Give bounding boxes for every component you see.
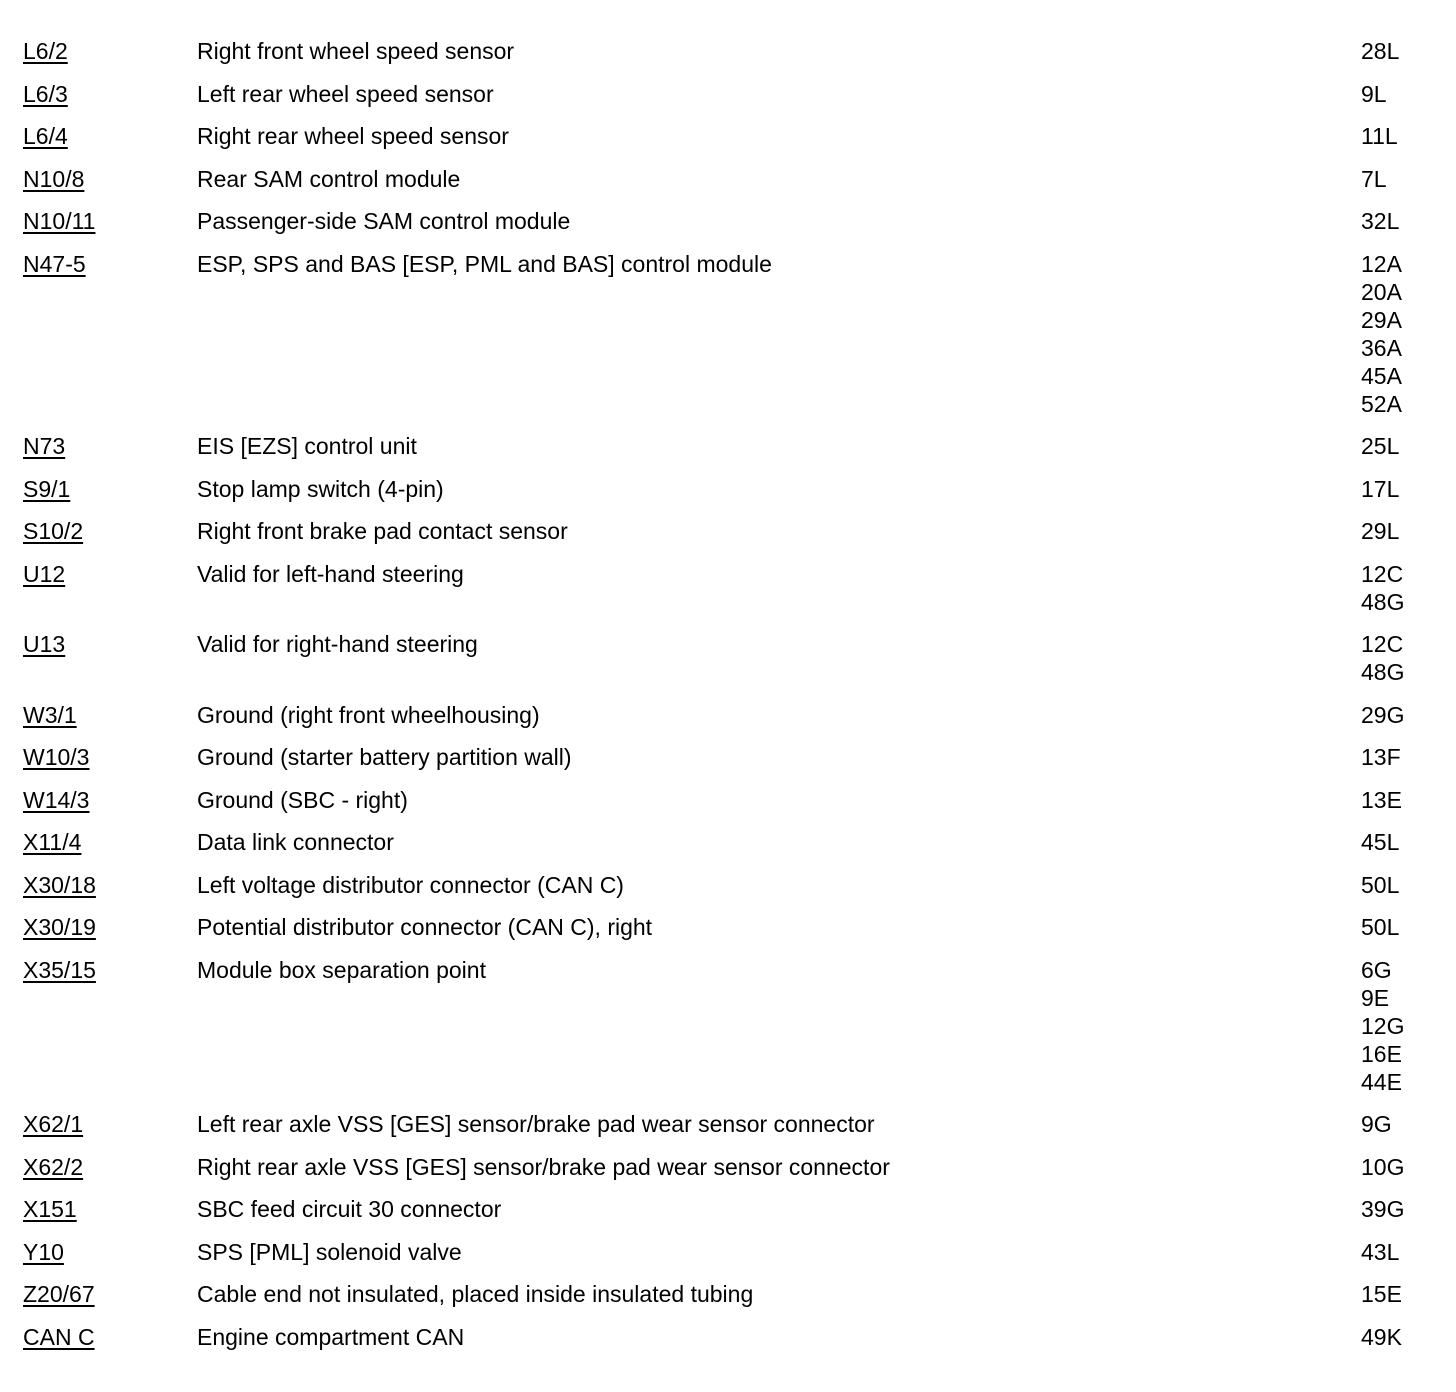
component-code-link[interactable]: W3/1 <box>23 701 77 728</box>
grid-location: 45A <box>1361 362 1402 389</box>
grid-locations <box>1361 122 1423 150</box>
component-description: Ground (SBC - right) <box>197 786 408 813</box>
grid-locations <box>1361 1280 1423 1308</box>
legend-row <box>23 1238 1423 1266</box>
component-code-link[interactable]: L6/2 <box>23 38 68 64</box>
grid-location: 13E <box>1361 786 1402 813</box>
grid-location: 29A <box>1361 306 1402 333</box>
grid-location: 49K <box>1361 1323 1402 1350</box>
legend-row <box>23 475 1423 503</box>
legend-row <box>23 122 1423 150</box>
legend-row <box>23 1280 1423 1308</box>
grid-locations <box>1361 956 1423 1096</box>
grid-location: 29G <box>1361 701 1405 728</box>
component-description: Valid for right-hand steering <box>197 631 478 657</box>
legend-row <box>23 517 1423 545</box>
grid-location: 20A <box>1361 278 1402 305</box>
component-code-link[interactable]: CAN C <box>23 1323 95 1350</box>
legend-row <box>23 786 1423 814</box>
grid-location: 43L <box>1361 1238 1400 1265</box>
grid-locations <box>1361 828 1423 856</box>
legend-row <box>23 207 1423 235</box>
component-code-link[interactable]: W10/3 <box>23 744 90 770</box>
legend-row <box>23 956 1423 1096</box>
component-code-link[interactable]: X35/15 <box>23 956 96 983</box>
grid-location: 48G <box>1361 659 1405 685</box>
grid-locations <box>1361 560 1423 616</box>
component-code-link[interactable]: L6/4 <box>23 123 68 149</box>
component-description: Stop lamp switch (4-pin) <box>197 475 444 502</box>
legend-row <box>23 1195 1423 1223</box>
grid-location: 12G <box>1361 1012 1405 1039</box>
component-description: Ground (starter battery partition wall) <box>197 744 572 770</box>
legend-row <box>23 37 1423 65</box>
component-code-link[interactable]: Y10 <box>23 1238 64 1265</box>
component-code-link[interactable]: S9/1 <box>23 475 71 502</box>
grid-location: 29L <box>1361 518 1400 544</box>
grid-locations <box>1361 913 1423 941</box>
legend-row <box>23 1110 1423 1138</box>
grid-location: 39G <box>1361 1196 1405 1222</box>
component-code-link[interactable]: X30/19 <box>23 914 96 940</box>
grid-location: 12C <box>1361 631 1404 657</box>
component-code-link[interactable]: U13 <box>23 631 66 657</box>
grid-location: 9E <box>1361 984 1390 1011</box>
component-description: Right front brake pad contact sensor <box>197 518 568 544</box>
legend-row <box>23 80 1423 108</box>
component-description: Right front wheel speed sensor <box>197 38 515 64</box>
grid-location: 25L <box>1361 433 1400 459</box>
grid-location: 15E <box>1361 1281 1402 1307</box>
grid-locations <box>1361 1153 1423 1181</box>
grid-locations <box>1361 1195 1423 1223</box>
grid-locations <box>1361 250 1423 418</box>
component-code-link[interactable]: X30/18 <box>23 871 96 898</box>
grid-location: 52A <box>1361 390 1402 417</box>
component-description: Left rear wheel speed sensor <box>197 80 494 107</box>
grid-locations <box>1361 165 1423 193</box>
component-code-link[interactable]: L6/3 <box>23 80 68 107</box>
component-code-link[interactable]: N10/11 <box>23 208 96 234</box>
legend-row <box>23 165 1423 193</box>
legend-row <box>23 560 1423 616</box>
component-code-link[interactable]: U12 <box>23 560 66 587</box>
grid-location: 28L <box>1361 38 1400 64</box>
component-description: Right rear axle VSS [GES] sensor/brake pad wear sensor connector <box>197 1153 890 1180</box>
grid-locations <box>1361 1238 1423 1266</box>
grid-location: 13F <box>1361 744 1401 770</box>
grid-location: 9L <box>1361 80 1387 107</box>
grid-locations <box>1361 475 1423 503</box>
grid-location: 32L <box>1361 208 1400 234</box>
grid-location: 17L <box>1361 475 1400 502</box>
grid-location: 12A <box>1361 250 1402 277</box>
grid-locations <box>1361 786 1423 814</box>
grid-location: 7L <box>1361 165 1387 192</box>
component-description: Valid for left-hand steering <box>197 560 464 587</box>
grid-location: 45L <box>1361 829 1400 855</box>
component-code-link[interactable]: S10/2 <box>23 518 84 544</box>
legend-row <box>23 913 1423 941</box>
component-description: SPS [PML] solenoid valve <box>197 1238 462 1265</box>
legend-row <box>23 250 1423 418</box>
component-code-link[interactable]: Z20/67 <box>23 1281 95 1307</box>
grid-locations <box>1361 207 1423 235</box>
grid-location: 6G <box>1361 956 1392 983</box>
grid-location: 36A <box>1361 334 1402 361</box>
component-description: Passenger-side SAM control module <box>197 208 571 234</box>
component-description: Cable end not insulated, placed inside insulated tubing <box>197 1281 754 1307</box>
grid-locations <box>1361 743 1423 771</box>
grid-locations <box>1361 37 1423 65</box>
grid-location: 12C <box>1361 560 1404 587</box>
component-code-link[interactable]: N47-5 <box>23 250 86 277</box>
grid-locations <box>1361 871 1423 899</box>
grid-locations <box>1361 1110 1423 1138</box>
component-code-link[interactable]: W14/3 <box>23 786 90 813</box>
component-description: Engine compartment CAN <box>197 1323 465 1350</box>
component-code-link[interactable]: X62/2 <box>23 1153 84 1180</box>
grid-location: 50L <box>1361 871 1400 898</box>
component-description: Ground (right front wheelhousing) <box>197 701 540 728</box>
component-code-link[interactable]: N10/8 <box>23 165 85 192</box>
component-code-link[interactable]: X11/4 <box>23 829 82 855</box>
grid-location: 44E <box>1361 1068 1402 1095</box>
component-description: Right rear wheel speed sensor <box>197 123 509 149</box>
grid-location: 16E <box>1361 1040 1402 1067</box>
component-description: Module box separation point <box>197 956 486 983</box>
component-description: EIS [EZS] control unit <box>197 433 417 459</box>
component-legend <box>23 37 1423 1365</box>
grid-locations <box>1361 701 1423 729</box>
legend-row <box>23 828 1423 856</box>
grid-location: 10G <box>1361 1153 1405 1180</box>
legend-row <box>23 1153 1423 1181</box>
grid-locations <box>1361 432 1423 460</box>
component-description: ESP, SPS and BAS [ESP, PML and BAS] control module <box>197 250 772 277</box>
grid-locations <box>1361 630 1423 686</box>
grid-locations <box>1361 1323 1423 1351</box>
legend-row <box>23 701 1423 729</box>
grid-location: 9G <box>1361 1111 1392 1137</box>
component-code-link[interactable]: X151 <box>23 1196 77 1222</box>
component-description: Left voltage distributor connector (CAN C) <box>197 871 624 898</box>
grid-locations <box>1361 517 1423 545</box>
legend-row <box>23 1323 1423 1351</box>
legend-row <box>23 871 1423 899</box>
component-description: Rear SAM control module <box>197 165 461 192</box>
legend-row <box>23 432 1423 460</box>
component-description: Data link connector <box>197 829 394 855</box>
grid-location: 50L <box>1361 914 1400 940</box>
component-description: Potential distributor connector (CAN C), right <box>197 914 653 940</box>
component-description: SBC feed circuit 30 connector <box>197 1196 502 1222</box>
component-code-link[interactable]: X62/1 <box>23 1111 84 1137</box>
component-description: Left rear axle VSS [GES] sensor/brake pad wear sensor connector <box>197 1111 875 1137</box>
grid-location: 11L <box>1361 123 1398 149</box>
component-code-link[interactable]: N73 <box>23 433 66 459</box>
legend-row <box>23 743 1423 771</box>
grid-locations <box>1361 80 1423 108</box>
legend-row <box>23 630 1423 686</box>
grid-location: 48G <box>1361 588 1405 615</box>
